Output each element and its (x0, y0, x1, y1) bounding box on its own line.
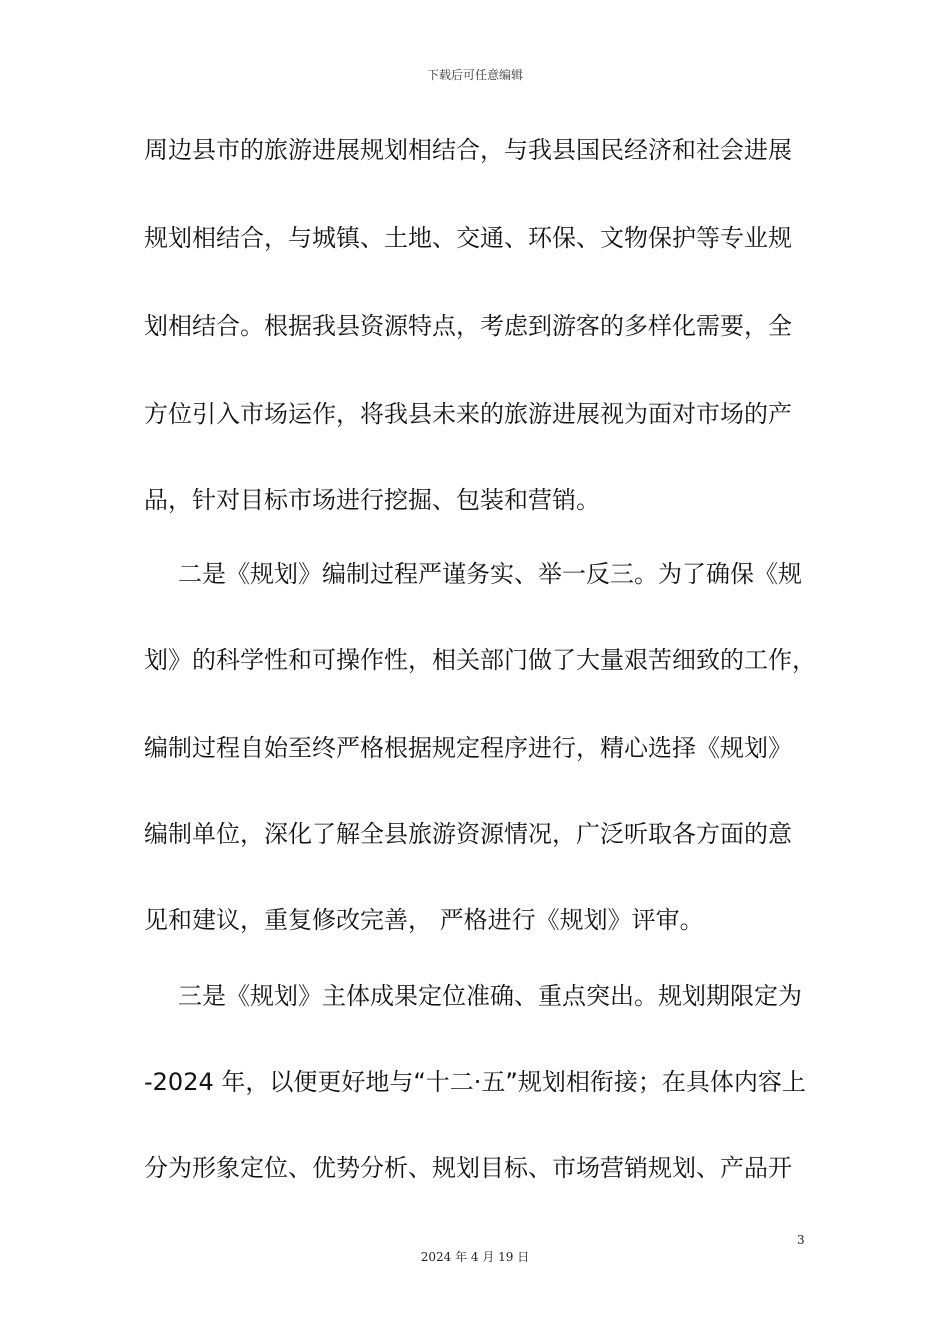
text-line: 品，针对目标市场进行挖掘、包装和营销。 (144, 486, 600, 514)
text-line: 规划相结合，与城镇、土地、交通、环保、文物保护等专业规 (144, 224, 792, 252)
page-number: 3 (797, 1233, 805, 1247)
text-line: 分为形象定位、优势分析、规划目标、市场营销规划、产品开 (144, 1154, 792, 1182)
text-line: 编制单位，深化了解全县旅游资源情况，广泛听取各方面的意 (144, 820, 792, 848)
text-line: -2024 年，以便更好地与“十二·五”规划相衔接；在具体内容上 (144, 1068, 806, 1096)
text-line: 划相结合。根据我县资源特点，考虑到游客的多样化需要，全 (144, 312, 792, 340)
page-footer-date: 2024 年 4 月 19 日 (420, 1250, 530, 1264)
text-line: 见和建议，重复修改完善， 严格进行《规划》评审。 (144, 906, 704, 934)
paragraph-start-line: 三是《规划》主体成果定位准确、重点突出。规划期限定为 (178, 982, 802, 1010)
text-line: 编制过程自始至终严格根据规定程序进行，精心选择《规划》 (144, 734, 792, 762)
text-line: 方位引入市场运作，将我县未来的旅游进展视为面对市场的产 (144, 400, 792, 428)
text-line: 周边县市的旅游进展规划相结合，与我县国民经济和社会进展 (144, 136, 792, 164)
text-line: 划》的科学性和可操作性，相关部门做了大量艰苦细致的工作， (144, 646, 816, 674)
paragraph-start-line: 二是《规划》编制过程严谨务实、举一反三。为了确保《规 (178, 560, 802, 588)
page-header: 下载后可任意编辑 (426, 68, 523, 82)
